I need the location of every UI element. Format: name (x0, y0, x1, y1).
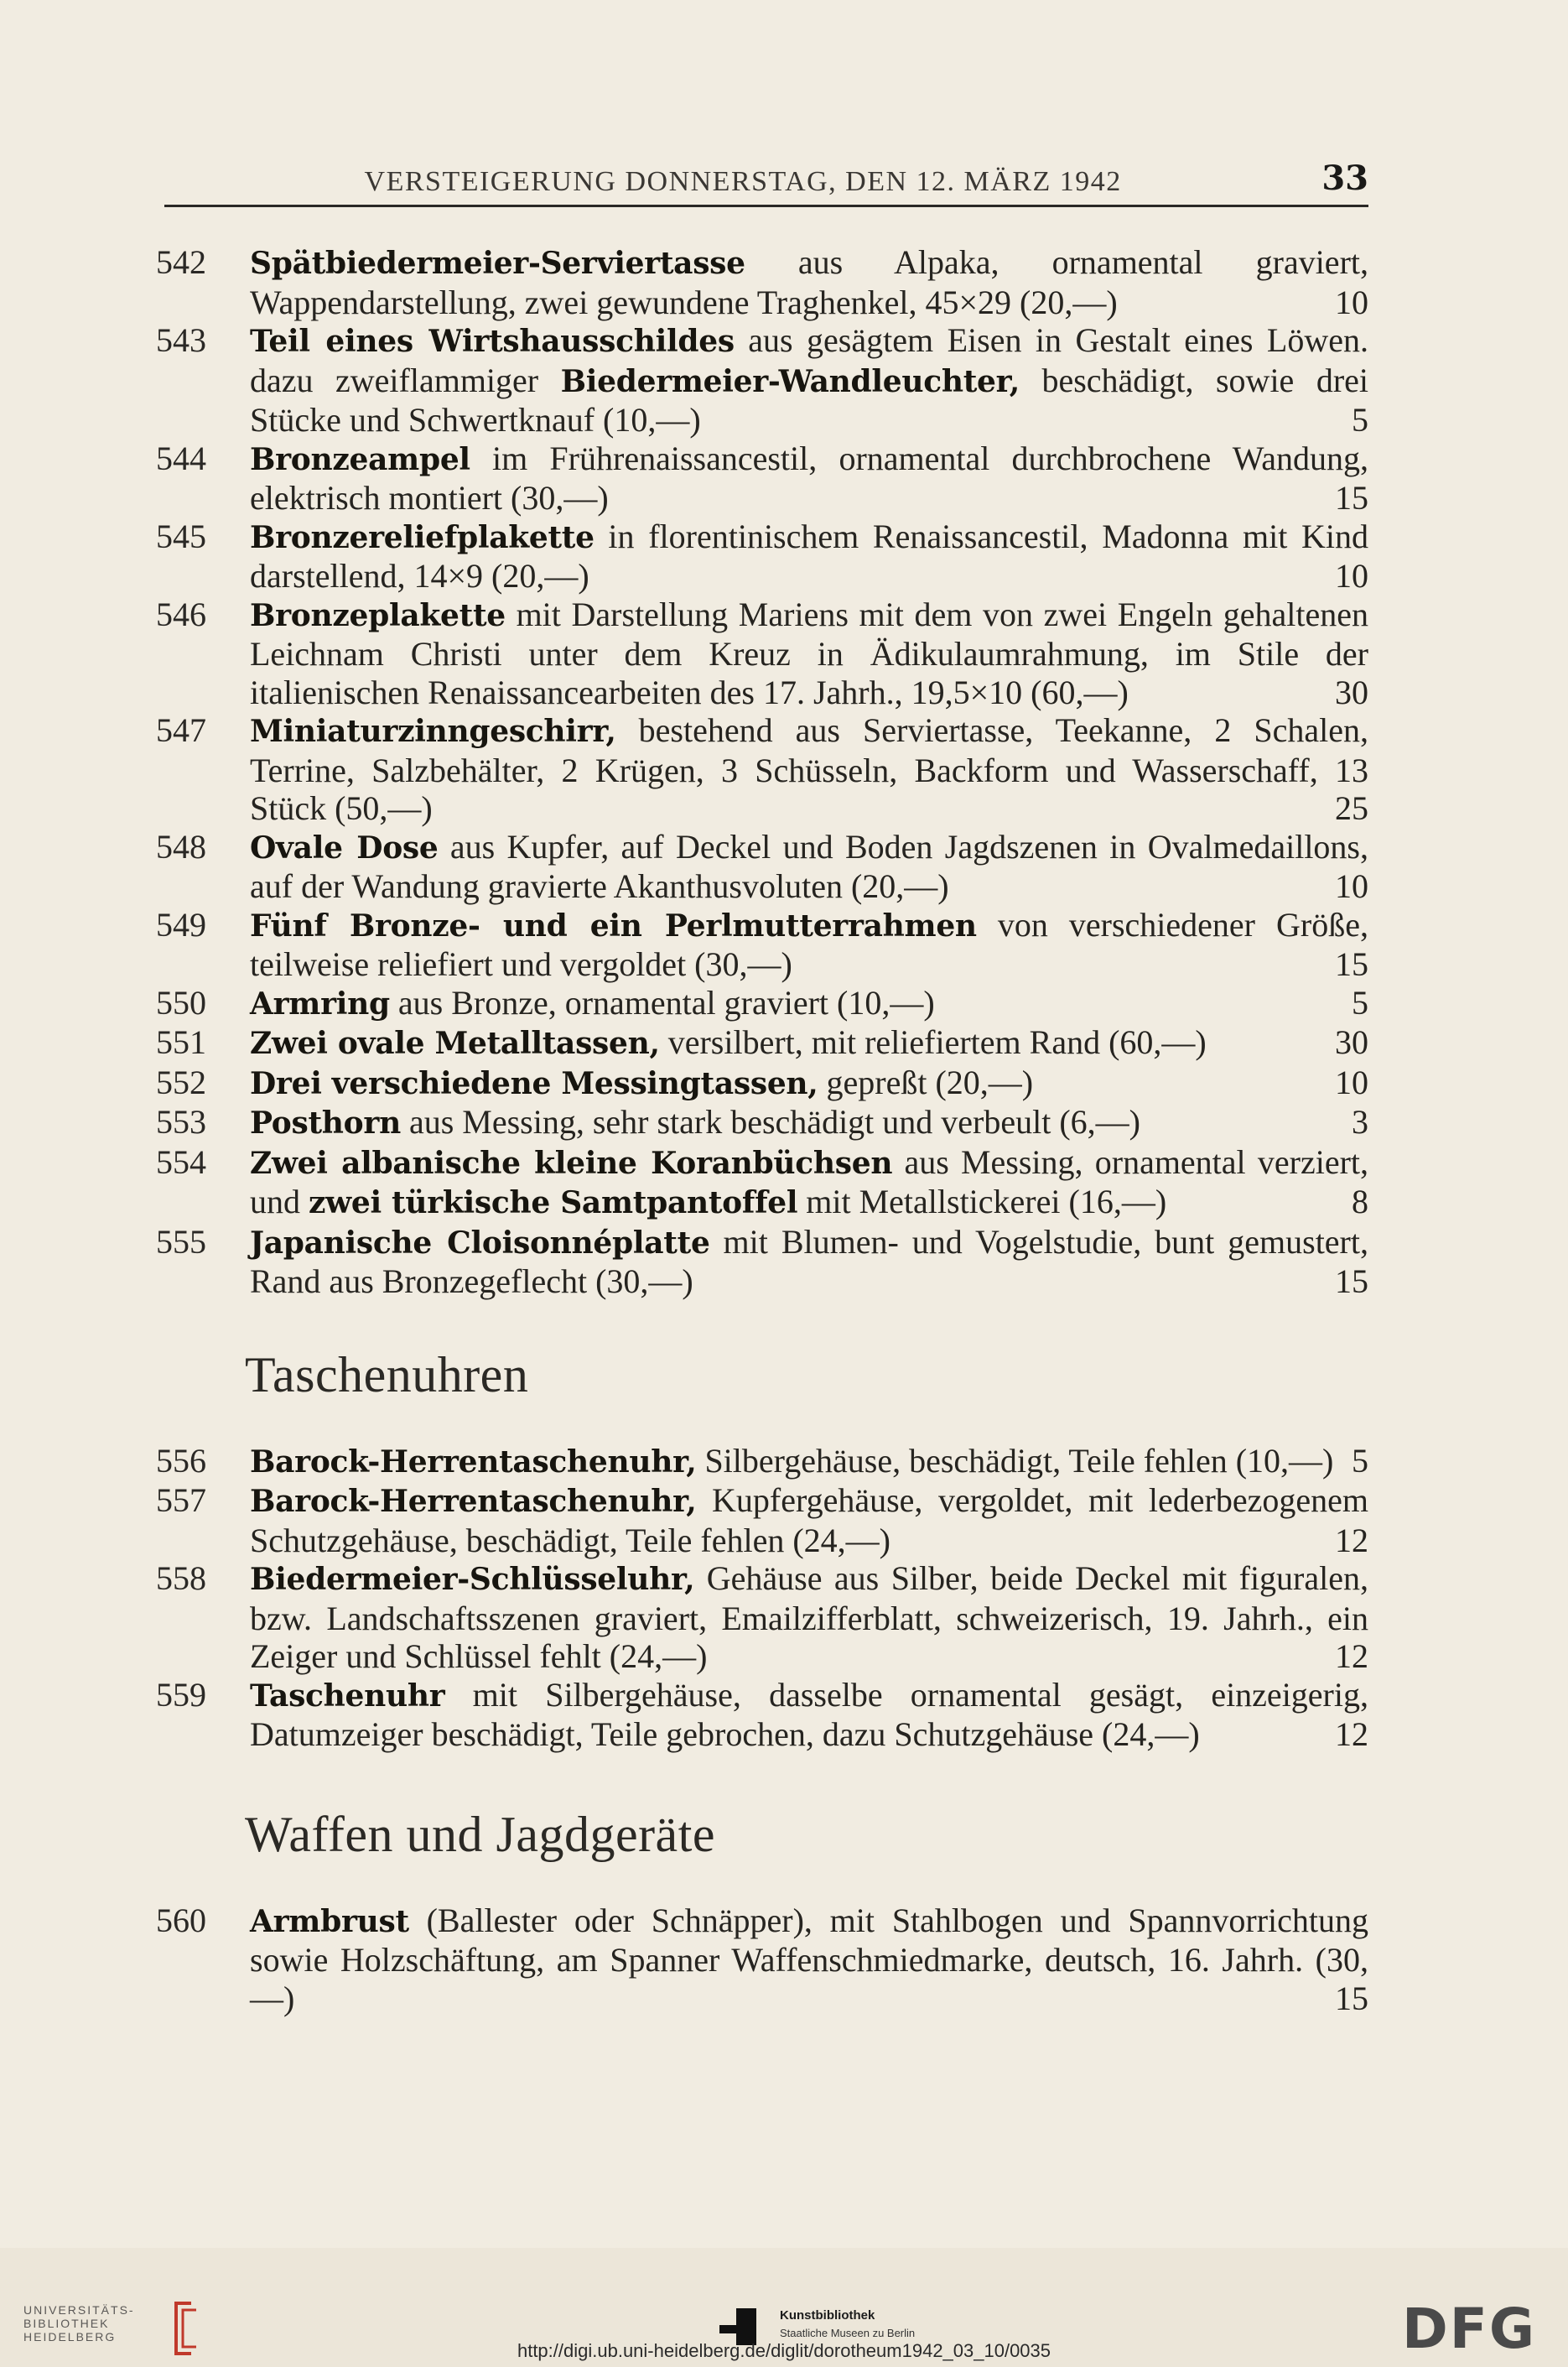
catalog-entry (156, 711, 1368, 828)
lot-number: 560 (156, 1901, 206, 1939)
lot-text: aus Messing, sehr stark beschädigt und verbeult (6,—) (400, 1103, 1140, 1141)
lot-description (250, 906, 1368, 984)
lot-number: 556 (156, 1441, 206, 1480)
lot-description (250, 1143, 1368, 1223)
lot-text: bestehend aus Serviertasse, Teekanne, 2 Schalen, Terrine, Salzbehälter, 2 Krügen, 3 Schüsseln, Backform und Wasserschaff, 13 Stück (50,—) (250, 711, 1368, 827)
ub-logo-text (23, 2303, 135, 2344)
lot-title: Bronzereliefplakette (250, 519, 594, 555)
lot-text: aus Messing, ornamental verziert, und (250, 1142, 1369, 1220)
lot-number: 549 (156, 905, 206, 944)
lot-number: 557 (156, 1481, 206, 1519)
catalog-entry (156, 321, 1368, 440)
lot-number: 555 (156, 1222, 206, 1261)
lot-description (250, 984, 1368, 1024)
entries-group-a (156, 243, 1368, 1301)
catalog-entry (156, 1481, 1368, 1559)
lot-title: Spätbiedermeier-Serviertasse (250, 246, 745, 281)
lot-estimate: 3 (1352, 1103, 1368, 1141)
lot-estimate: 10 (1335, 283, 1368, 321)
lot-estimate: 10 (1335, 557, 1368, 595)
lot-number: 545 (156, 517, 206, 555)
lot-title: Bronzeplakette (250, 597, 506, 633)
lot-description (250, 321, 1368, 440)
lot-description (250, 518, 1368, 596)
ub-line-2: BIBLIOTHEK (23, 2317, 110, 2330)
lot-title: Armring (250, 986, 390, 1022)
catalog-entry (156, 1103, 1368, 1143)
catalog-entry (156, 984, 1368, 1024)
lot-title: Barock-Herrentaschenuhr, (250, 1484, 697, 1519)
lot-number: 559 (156, 1675, 206, 1714)
lot-estimate: 30 (1335, 673, 1368, 711)
lot-text: (Ballester oder Schnäpper), mit Stahlbogen und Spannvorrichtung sowie Holzschäftung, am Spanner Waffenschmiedmarke, deutsch, 16. Jahrh. (30,—) (250, 1901, 1368, 2017)
lot-title: Zwei ovale Metalltassen, (250, 1026, 660, 1061)
lot-description (250, 1901, 1368, 2018)
lot-estimate: 15 (1335, 945, 1368, 983)
lot-title: Teil eines Wirtshausschildes (250, 324, 735, 359)
lot-title: Miniaturzinngeschirr, (250, 714, 616, 749)
lot-title: Drei verschiedene Messingtassen, (250, 1065, 818, 1101)
lot-estimate: 25 (1335, 789, 1368, 827)
lot-number: 547 (156, 711, 206, 749)
catalog-entry (156, 1143, 1368, 1223)
dfg-logo: DFG (1402, 2297, 1537, 2361)
lot-description (250, 1559, 1368, 1676)
lot-number: 548 (156, 827, 206, 866)
lot-text: Kupfergehäuse, vergoldet, mit lederbezogenem Schutzgehäuse, beschädigt, Teile fehlen (24,—) (250, 1481, 1368, 1559)
header-rule (164, 205, 1368, 207)
ub-line-1: UNIVERSITÄTS- (23, 2303, 135, 2317)
lot-title: Armbrust (250, 1903, 409, 1939)
page-number: 33 (1321, 159, 1368, 198)
lot-estimate: 12 (1335, 1637, 1368, 1675)
catalog-entry (156, 518, 1368, 596)
lot-text: Gehäuse aus Silber, beide Deckel mit figuralen, bzw. Landschaftsszenen graviert, Emailzifferblatt, schweizerisch, 19. Jahrh., ein Zeiger und Schlüssel fehlt (24,—) (250, 1559, 1368, 1675)
lot-number: 551 (156, 1023, 206, 1061)
entries-group-b (156, 1442, 1368, 1754)
lot-estimate: 15 (1335, 1262, 1368, 1300)
catalog-entry (156, 1901, 1368, 2018)
catalog-entry (156, 1442, 1368, 1482)
catalog-entry (156, 828, 1368, 906)
lot-text: aus Bronze, ornamental graviert (10,—) (389, 983, 935, 1022)
lot-number: 543 (156, 321, 206, 359)
lot-estimate: 10 (1335, 867, 1368, 905)
lot-estimate: 30 (1335, 1023, 1368, 1061)
lot-description (250, 1103, 1368, 1143)
lot-description (250, 596, 1368, 712)
lot-title-secondary: zwei türkische Samtpantoffel (309, 1185, 798, 1220)
lot-text-secondary: mit Metallstickerei (16,—) (797, 1183, 1167, 1220)
catalog-entry (156, 243, 1368, 321)
lot-estimate: 12 (1335, 1715, 1368, 1753)
lot-text: mit Blumen- und Vogelstudie, bunt gemustert, Rand aus Bronzegeflecht (30,—) (250, 1222, 1368, 1300)
lot-estimate: 15 (1335, 479, 1368, 517)
lot-title: Posthorn (250, 1105, 401, 1141)
lot-description (250, 1481, 1368, 1559)
lot-text-secondary: beschädigt, sowie drei Stücke und Schwertknauf (10,—) (250, 361, 1368, 439)
lot-description (250, 1223, 1368, 1301)
lot-title: Barock-Herrentaschenuhr, (250, 1444, 697, 1480)
lot-title: Zwei albanische kleine Koranbüchsen (250, 1145, 893, 1181)
lot-text: aus gesägtem Eisen in Gestalt eines Löwen. dazu zweiflammiger (250, 321, 1369, 399)
lot-text: mit Silbergehäuse, dasselbe ornamental gesägt, einzeigerig, Datumzeiger beschädigt, Teile gebrochen, dazu Schutzgehäuse (24,—) (250, 1675, 1368, 1753)
section-heading-taschenuhren: Taschenuhren (245, 1346, 529, 1402)
lot-number: 542 (156, 243, 206, 281)
lot-estimate: 15 (1335, 1979, 1368, 2017)
lot-number: 546 (156, 595, 206, 633)
lot-text: in florentinischem Renaissancestil, Madonna mit Kind darstellend, 14×9 (20,—) (250, 517, 1368, 595)
catalog-entry (156, 596, 1368, 712)
lot-text: versilbert, mit reliefiertem Rand (60,—) (659, 1023, 1207, 1061)
lot-title: Ovale Dose (250, 830, 439, 866)
digitization-footer (0, 2248, 1568, 2367)
lot-title: Fünf Bronze- und ein Perlmutterrahmen (250, 908, 977, 944)
lot-description (250, 243, 1368, 321)
lot-title: Taschenuhr (250, 1678, 445, 1714)
lot-text: aus Alpaka, ornamental graviert, Wappendarstellung, zwei gewundene Traghenkel, 45×29 (20,—) (250, 243, 1368, 321)
lot-number: 554 (156, 1142, 206, 1181)
lot-estimate: 8 (1352, 1183, 1368, 1220)
lot-text: Silbergehäuse, beschädigt, Teile fehlen (10,—) (696, 1441, 1334, 1480)
lot-number: 558 (156, 1559, 206, 1597)
lot-text: mit Darstellung Mariens mit dem von zwei Engeln gehaltenen Leichnam Christi unter dem Kreuz in Ädikulaumrahmung, im Stile der italienischen Renaissancearbeiten des 17. Jahrh., 19,5×10 (60,—) (250, 595, 1368, 711)
lot-text: von verschiedener Größe, teilweise reliefiert und vergoldet (30,—) (250, 905, 1368, 983)
catalog-entry (156, 1223, 1368, 1301)
source-url[interactable]: http://digi.ub.uni-heidelberg.de/diglit/dorotheum1942_03_10/0035 (517, 2340, 1051, 2361)
lot-description (250, 1442, 1368, 1482)
lot-description (250, 828, 1368, 906)
lot-estimate: 10 (1335, 1063, 1368, 1101)
lot-number: 550 (156, 983, 206, 1022)
lot-estimate: 5 (1352, 401, 1368, 439)
lot-text: im Frührenaissancestil, ornamental durchbrochene Wandung, elektrisch montiert (30,—) (250, 439, 1368, 517)
running-title: VERSTEIGERUNG DONNERSTAG, DEN 12. MÄRZ 1942 (364, 166, 1122, 197)
catalog-entry (156, 1023, 1368, 1064)
lot-title-secondary: Biedermeier-Wandleuchter, (560, 363, 1020, 399)
lot-description (250, 711, 1368, 828)
lot-number: 553 (156, 1103, 206, 1141)
running-head (164, 148, 1368, 198)
lot-description (250, 440, 1368, 518)
lot-number: 544 (156, 439, 206, 477)
lot-title: Japanische Cloisonnéplatte (250, 1225, 710, 1261)
lot-title: Bronzeampel (250, 441, 470, 477)
kunstbibliothek-subtitle: Staatliche Museen zu Berlin (780, 2327, 916, 2339)
catalog-entry (156, 1676, 1368, 1754)
lot-text: gepreßt (20,—) (818, 1063, 1034, 1101)
catalog-content (156, 243, 1368, 2017)
lot-estimate: 5 (1352, 1441, 1368, 1480)
lot-description (250, 1023, 1368, 1064)
lot-number: 552 (156, 1063, 206, 1101)
section-heading-waffen: Waffen und Jagdgeräte (245, 1806, 715, 1862)
catalog-entry (156, 906, 1368, 984)
ub-line-3: HEIDELBERG (23, 2330, 117, 2344)
lot-estimate: 12 (1335, 1521, 1368, 1559)
lot-description (250, 1064, 1368, 1104)
catalog-entry (156, 1064, 1368, 1104)
kunstbibliothek-title: Kunstbibliothek (780, 2308, 875, 2323)
catalog-entry (156, 1559, 1368, 1676)
lot-estimate: 5 (1352, 983, 1368, 1022)
lot-description (250, 1676, 1368, 1754)
entries-group-c (156, 1901, 1368, 2018)
lot-title: Biedermeier-Schlüsseluhr, (250, 1562, 695, 1597)
lot-text: aus Kupfer, auf Deckel und Boden Jagdszenen in Ovalmedaillons, auf der Wandung gravierte Akanthusvoluten (20,—) (250, 827, 1369, 905)
catalog-entry (156, 440, 1368, 518)
